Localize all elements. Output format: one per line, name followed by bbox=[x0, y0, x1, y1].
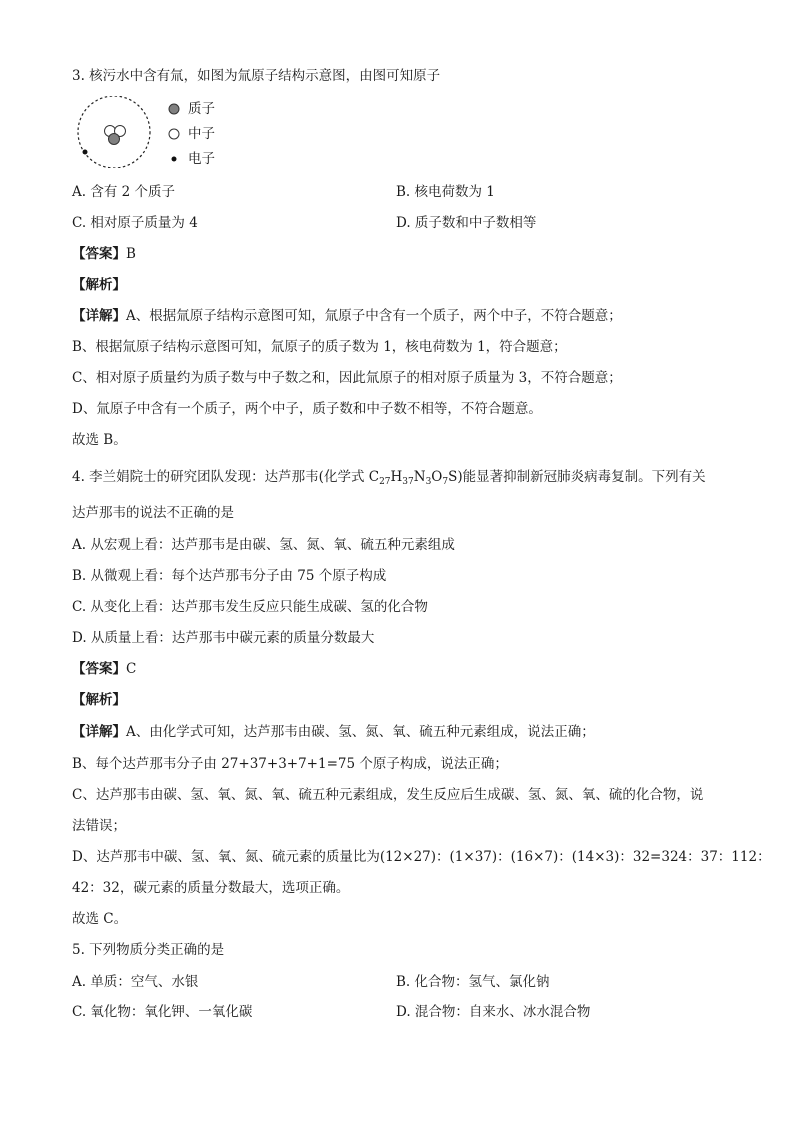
q4-detail-line: D、达芦那韦中碳、氢、氧、氮、硫元素的质量比为(12×27)：(1×37)：(16×7)：(14×3)：32=324：37：112： bbox=[72, 849, 771, 865]
q4-detail-line: 42：32，碳元素的质量分数最大，选项正确。 bbox=[72, 880, 350, 896]
q3-answer: 【答案】B bbox=[72, 246, 136, 262]
q4-option-c: C. 从变化上看：达芦那韦发生反应只能生成碳、氢的化合物 bbox=[72, 599, 428, 615]
q3-detail-line: C、相对原子质量约为质子数与中子数之和，因此氚原子的相对原子质量为 3，不符合题意； bbox=[72, 370, 622, 386]
q4-option-b: B. 从微观上看：每个达芦那韦分子由 75 个原子构成 bbox=[72, 568, 387, 584]
q5-stem: 5. 下列物质分类正确的是 bbox=[72, 942, 225, 958]
q4-detail-line: C、达芦那韦由碳、氢、氧、氮、氧、硫五种元素组成，发生反应后生成碳、氢、氮、氧、硫的化合物，说 bbox=[72, 787, 704, 803]
q3-detail-line: D、氚原子中含有一个质子，两个中子，质子数和中子数不相等，不符合题意。 bbox=[72, 401, 542, 417]
q5-option-c: C. 氧化物：氧化钾、一氧化碳 bbox=[72, 1004, 253, 1020]
q4-detail-line: 【详解】A、由化学式可知，达芦那韦由碳、氢、氮、氧、硫五种元素组成，说法正确； bbox=[72, 724, 595, 740]
electron-icon bbox=[83, 150, 88, 155]
q4-stem-line2: 达芦那韦的说法不正确的是 bbox=[72, 505, 234, 521]
q3-option-c: C. 相对原子质量为 4 bbox=[72, 215, 198, 231]
q3-stem: 3. 核污水中含有氚，如图为氚原子结构示意图，由图可知原子 bbox=[72, 68, 441, 84]
q3-option-d: D. 质子数和中子数相等 bbox=[396, 215, 537, 231]
q3-detail-line: B、根据氚原子结构示意图可知，氚原子的质子数为 1，核电荷数为 1，符合题意； bbox=[72, 339, 567, 355]
q5-option-b: B. 化合物：氢气、氯化钠 bbox=[396, 974, 550, 990]
q3-analysis-tag: 【解析】 bbox=[72, 277, 126, 293]
q4-detail-line: 法错误； bbox=[72, 818, 126, 834]
q4-option-a: A. 从宏观上看：达芦那韦是由碳、氢、氮、氧、硫五种元素组成 bbox=[72, 537, 455, 553]
proton-icon bbox=[109, 134, 120, 145]
proton-icon bbox=[168, 100, 182, 118]
neutron-icon bbox=[168, 125, 182, 143]
electron-icon bbox=[168, 150, 182, 168]
q4-analysis-tag: 【解析】 bbox=[72, 692, 126, 708]
q3-option-b: B. 核电荷数为 1 bbox=[396, 184, 495, 200]
q4-detail-line: B、每个达芦那韦分子由 27+37+3+7+1=75 个原子构成，说法正确； bbox=[72, 756, 508, 772]
q3-detail-line: 【详解】A、根据氚原子结构示意图可知，氚原子中含有一个质子，两个中子，不符合题意； bbox=[72, 308, 622, 324]
q4-option-d: D. 从质量上看：达芦那韦中碳元素的质量分数最大 bbox=[72, 630, 375, 646]
q3-conclusion: 故选 B。 bbox=[72, 432, 127, 448]
q4-answer: 【答案】C bbox=[72, 661, 137, 677]
q5-option-d: D. 混合物：自来水、冰水混合物 bbox=[396, 1004, 591, 1020]
q4-conclusion: 故选 C。 bbox=[72, 911, 128, 927]
q5-option-a: A. 单质：空气、水银 bbox=[72, 974, 199, 990]
q4-stem: 4. 李兰娟院士的研究团队发现：达芦那韦(化学式 $C_{27}H_{37}N_3O_7S$)能显著抑制新冠肺炎病毒复制。下列有关 bbox=[72, 469, 706, 487]
q3-option-a: A. 含有 2 个质子 bbox=[72, 184, 176, 200]
